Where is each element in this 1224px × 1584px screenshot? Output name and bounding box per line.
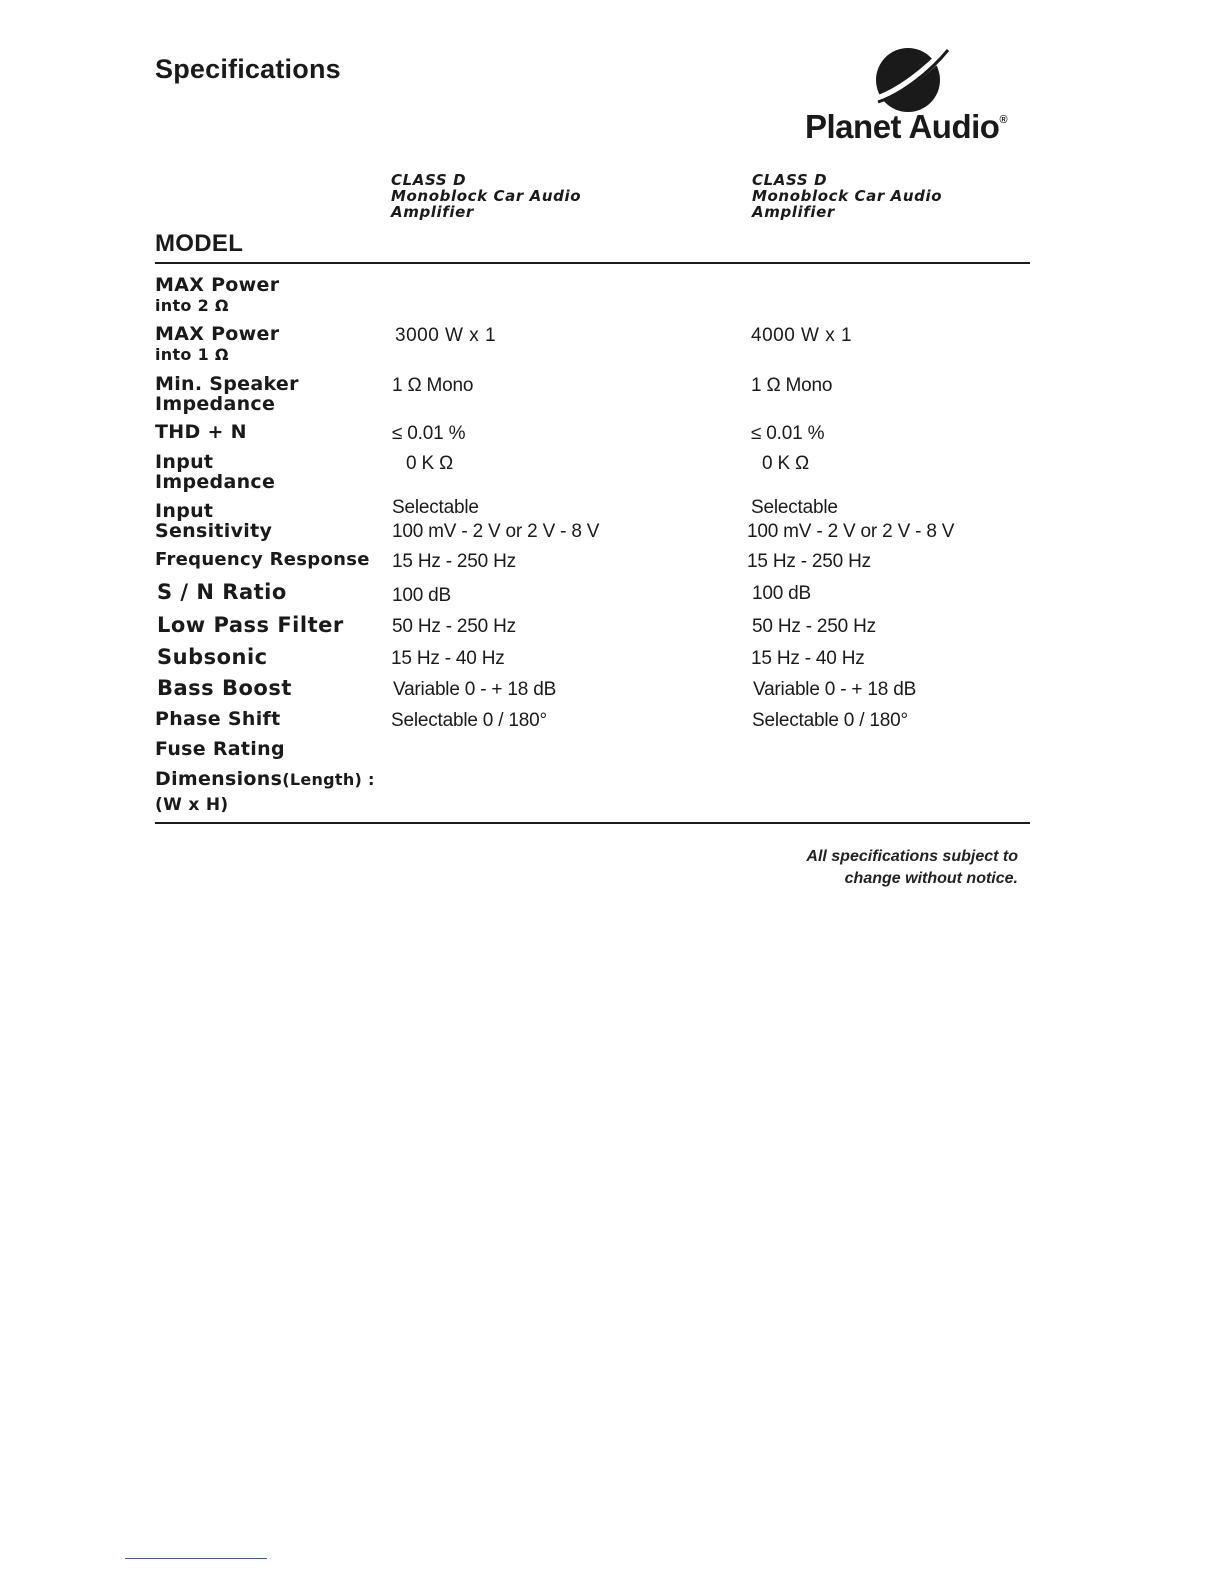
spec-label: S / N Ratio <box>157 580 287 604</box>
spec-label-suffix: (Length) : <box>282 770 375 789</box>
spec-value-a: 0 K Ω <box>406 453 454 474</box>
spec-sublabel: Impedance <box>155 471 276 493</box>
spec-value-line: 100 mV - 2 V or 2 V - 8 V <box>747 521 955 542</box>
spec-label: Subsonic <box>157 645 268 669</box>
spec-value-line: 100 mV - 2 V or 2 V - 8 V <box>392 521 600 542</box>
planet-ring-icon <box>870 42 950 114</box>
spec-sublabel: Sensitivity <box>155 520 273 542</box>
spec-label: Dimensions(Length) : (W x H) <box>155 769 375 820</box>
spec-label: MAX Power into 2 Ω <box>155 274 280 315</box>
model-label: MODEL <box>155 230 244 257</box>
brand-wordmark <box>805 108 1007 146</box>
spec-label: Min. Speaker Impedance <box>155 373 299 415</box>
spec-value-a: 50 Hz - 250 Hz <box>392 616 516 637</box>
spec-value-a: Selectable 0 / 180° <box>391 710 547 731</box>
spec-label: Bass Boost <box>157 676 292 700</box>
spec-sublabel: into 1 Ω <box>155 345 229 364</box>
spec-value-a <box>392 496 599 544</box>
page-title: Specifications <box>155 54 341 84</box>
spec-label: MAX Power into 1 Ω <box>155 323 280 364</box>
spec-value-b: 50 Hz - 250 Hz <box>752 616 876 637</box>
spec-label: Input Impedance <box>155 451 276 493</box>
registered-mark: ® <box>999 114 1008 126</box>
spec-label: Input Sensitivity <box>155 500 273 542</box>
spec-value-b <box>747 496 954 544</box>
brand-name: Planet Audio <box>805 108 1000 145</box>
spec-value-b: 1 Ω Mono <box>751 375 833 396</box>
brand-logo <box>800 42 1022 152</box>
column-type: Amplifier <box>752 203 835 221</box>
spec-value-a: 100 dB <box>392 585 452 606</box>
specifications-notice <box>806 846 1018 890</box>
notice-line: change without notice. <box>844 870 1018 887</box>
column-description: Monoblock Car Audio <box>752 187 943 205</box>
spec-label: THD + N <box>155 421 247 443</box>
column-description: Monoblock Car Audio <box>391 187 582 205</box>
spec-label: Fuse Rating <box>155 738 285 760</box>
notice-line: All specifications subject to <box>806 848 1018 865</box>
spec-value-b: Selectable 0 / 180° <box>752 710 908 731</box>
spec-value-b: 0 K Ω <box>762 453 810 474</box>
spec-sublabel: (W x H) <box>155 795 229 815</box>
spec-value-a: ≤ 0.01 % <box>392 423 466 444</box>
spec-value-b: 15 Hz - 40 Hz <box>751 648 865 669</box>
spec-label: Low Pass Filter <box>157 613 344 637</box>
spec-value-a: 1 Ω Mono <box>392 375 474 396</box>
spec-value-a: 3000 W x 1 <box>395 325 497 346</box>
column-class: CLASS D <box>752 171 828 189</box>
column-type: Amplifier <box>391 203 474 221</box>
spec-label: Phase Shift <box>155 708 281 730</box>
spec-value-b: 4000 W x 1 <box>751 325 853 346</box>
spec-value-b: 100 dB <box>752 583 812 604</box>
spec-value-line: Selectable <box>392 497 479 518</box>
spec-value-b: ≤ 0.01 % <box>751 423 825 444</box>
table-bottom-divider <box>155 822 1030 824</box>
spec-sublabel: Impedance <box>155 393 276 415</box>
spec-label: Frequency Response <box>155 549 370 570</box>
spec-value-line: Selectable <box>751 497 838 518</box>
table-top-divider <box>155 262 1030 264</box>
spec-value-a: 15 Hz - 250 Hz <box>392 551 516 572</box>
column-header-a <box>391 172 581 220</box>
footer-divider <box>125 1558 267 1559</box>
column-header-b <box>752 172 942 220</box>
spec-value-b: Variable 0 - + 18 dB <box>753 679 917 700</box>
spec-sublabel: into 2 Ω <box>155 296 229 315</box>
column-class: CLASS D <box>391 171 467 189</box>
spec-value-a: Variable 0 - + 18 dB <box>393 679 557 700</box>
spec-value-b: 15 Hz - 250 Hz <box>747 551 871 572</box>
spec-value-a: 15 Hz - 40 Hz <box>391 648 505 669</box>
